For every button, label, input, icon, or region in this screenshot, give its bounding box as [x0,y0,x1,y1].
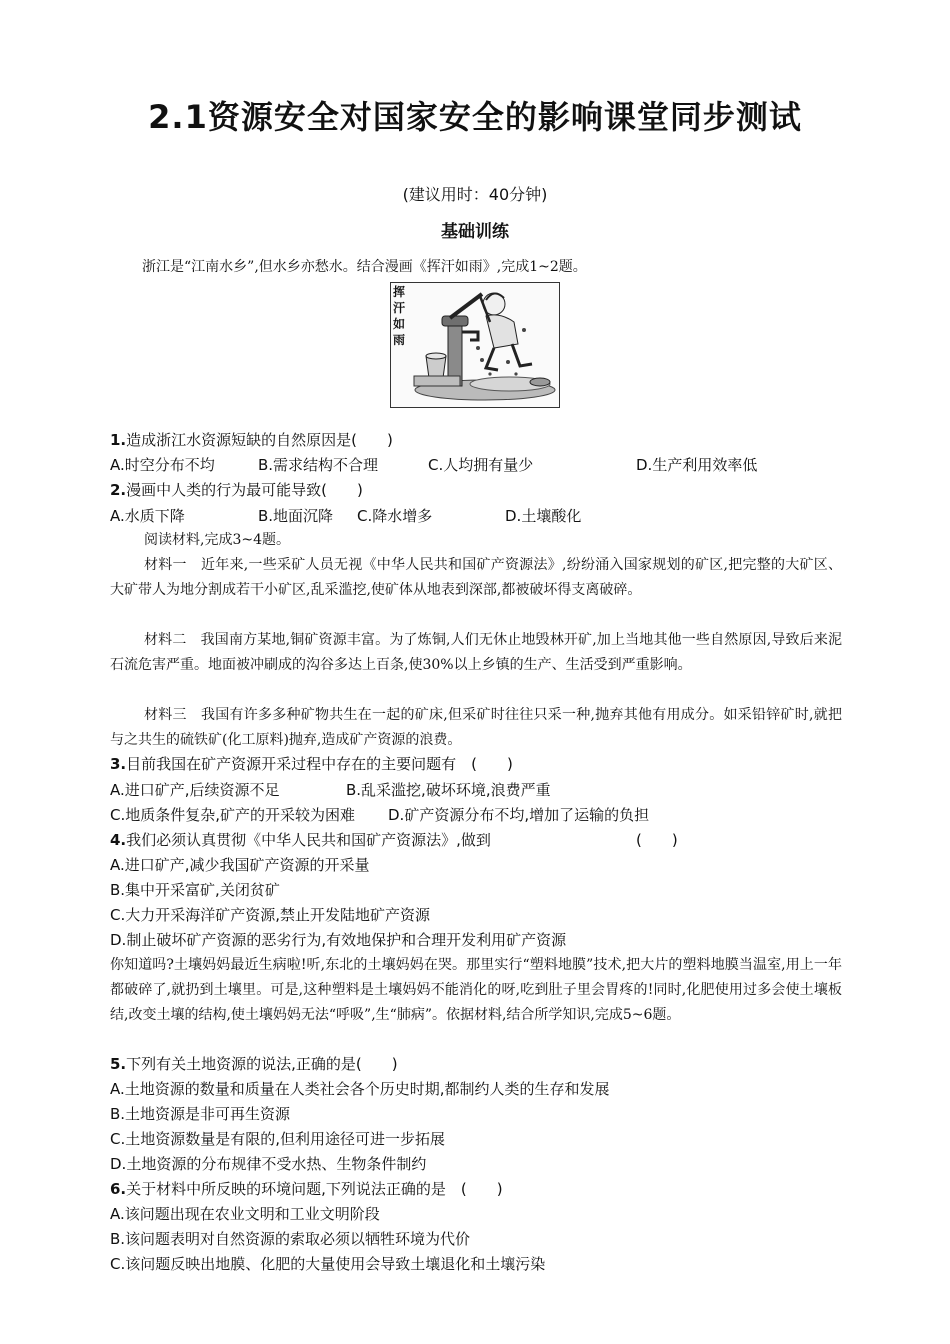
comic-illustration [390,282,560,408]
q1-option-b: B.需求结构不合理 [258,456,379,474]
question-number: 6. [110,1180,127,1198]
comic-title [390,284,408,348]
q4-answer-bracket: ( ) [636,831,678,849]
suggested-time: (建议用时：40分钟) [402,185,548,204]
q3-option-c: C.地质条件复杂,矿产的开采较为困难 [110,806,356,824]
comic-title-char: 如 [392,317,405,331]
soil-passage: 你知道吗?土壤妈妈最近生病啦!听,东北的土壤妈妈在哭。那里实行“塑料地膜”技术,把大片的塑料地膜当温室,用上一年都破碎了,就扔到土壤里。可是,这种塑料是土壤妈妈不能消化的呀,吃到肚子里会胃疼的!同时,化肥使用过多会使土壤板结,改变土壤的结构,使土壤妈妈无法“呼吸”,生“肺病”。依据材料,结合所学知识,完成5~6题。 [110,957,842,1023]
q3-option-d: D.矿产资源分布不均,增加了运输的负担 [388,806,650,824]
q5-option-a: A.土地资源的数量和质量在人类社会各个历史时期,都制约人类的生存和发展 [110,1080,610,1098]
comic-drawing [390,282,560,408]
q2-option-d: D.土壤酸化 [505,507,582,525]
question-number: 1. [110,431,127,449]
question-stem: 造成浙江水资源短缺的自然原因是( ) [126,431,393,449]
q6-option-a: A.该问题出现在农业文明和工业文明阶段 [110,1205,380,1223]
comic-title-char: 雨 [392,333,405,347]
material-two: 材料二 我国南方某地,铜矿资源丰富。为了炼铜,人们无休止地毁林开矿,加上当地其他一些自然原因,导致后来泥石流危害严重。地面被冲刷成的沟谷多达上百条,使30%以上乡镇的生产、生活受到严重影响。 [110,632,842,673]
question-3 [110,754,513,774]
question-6 [110,1179,503,1199]
comic-title-char: 挥 [392,285,405,299]
q1-option-a: A.时空分布不均 [110,456,215,474]
comic-intro: 浙江是“江南水乡”,但水乡亦愁水。结合漫画《挥汗如雨》,完成1~2题。 [142,259,587,275]
q5-option-d: D.土地资源的分布规律不受水热、生物条件制约 [110,1155,427,1173]
q3-option-a: A.进口矿产,后续资源不足 [110,781,280,799]
question-stem: 下列有关土地资源的说法,正确的是( ) [126,1055,398,1073]
question-number: 2. [110,481,127,499]
q4-option-b: B.集中开采富矿,关闭贫矿 [110,881,280,899]
q2-option-c: C.降水增多 [357,507,433,525]
question-1 [110,430,393,450]
q4-option-d: D.制止破坏矿产资源的恶劣行为,有效地保护和合理开发利用矿产资源 [110,931,567,949]
q4-option-a: A.进口矿产,减少我国矿产资源的开采量 [110,856,370,874]
question-number: 5. [110,1055,127,1073]
question-stem: 关于材料中所反映的环境问题,下列说法正确的是 ( ) [126,1180,503,1198]
question-number: 3. [110,755,127,773]
question-2 [110,480,363,500]
q2-option-a: A.水质下降 [110,507,185,525]
q5-option-b: B.土地资源是非可再生资源 [110,1105,291,1123]
section-heading: 基础训练 [441,222,509,242]
comic-title-char: 汗 [392,301,405,315]
question-stem: 目前我国在矿产资源开采过程中存在的主要问题有 ( ) [126,755,513,773]
q1-option-c: C.人均拥有量少 [428,456,534,474]
page-title: 2.1资源安全对国家安全的影响课堂同步测试 [148,98,802,136]
q1-option-d: D.生产利用效率低 [636,456,758,474]
q4-option-c: C.大力开采海洋矿产资源,禁止开发陆地矿产资源 [110,906,431,924]
q6-option-c: C.该问题反映出地膜、化肥的大量使用会导致土壤退化和土壤污染 [110,1255,546,1273]
question-number: 4. [110,831,127,849]
question-stem: 漫画中人类的行为最可能导致( ) [126,481,363,499]
q5-option-c: C.土地资源数量是有限的,但利用途径可进一步拓展 [110,1130,446,1148]
question-4 [110,830,491,850]
material-three: 材料三 我国有许多多种矿物共生在一起的矿床,但采矿时往往只采一种,抛弃其他有用成分。如采铅锌矿时,就把与之共生的硫铁矿(化工原料)抛弃,造成矿产资源的浪费。 [110,707,842,748]
reading-intro: 阅读材料,完成3~4题。 [144,532,290,548]
q3-option-b: B.乱采滥挖,破坏环境,浪费严重 [346,781,551,799]
material-one: 材料一 近年来,一些采矿人员无视《中华人民共和国矿产资源法》,纷纷涌入国家规划的矿区,把完整的大矿区、大矿带人为地分割成若干小矿区,乱采滥挖,使矿体从地表到深部,都被破坏得支离破碎。 [110,557,842,598]
q2-option-b: B.地面沉降 [258,507,334,525]
question-stem: 我们必须认真贯彻《中华人民共和国矿产资源法》,做到 [126,831,491,849]
q6-option-b: B.该问题表明对自然资源的索取必须以牺牲环境为代价 [110,1230,471,1248]
question-5 [110,1054,398,1074]
